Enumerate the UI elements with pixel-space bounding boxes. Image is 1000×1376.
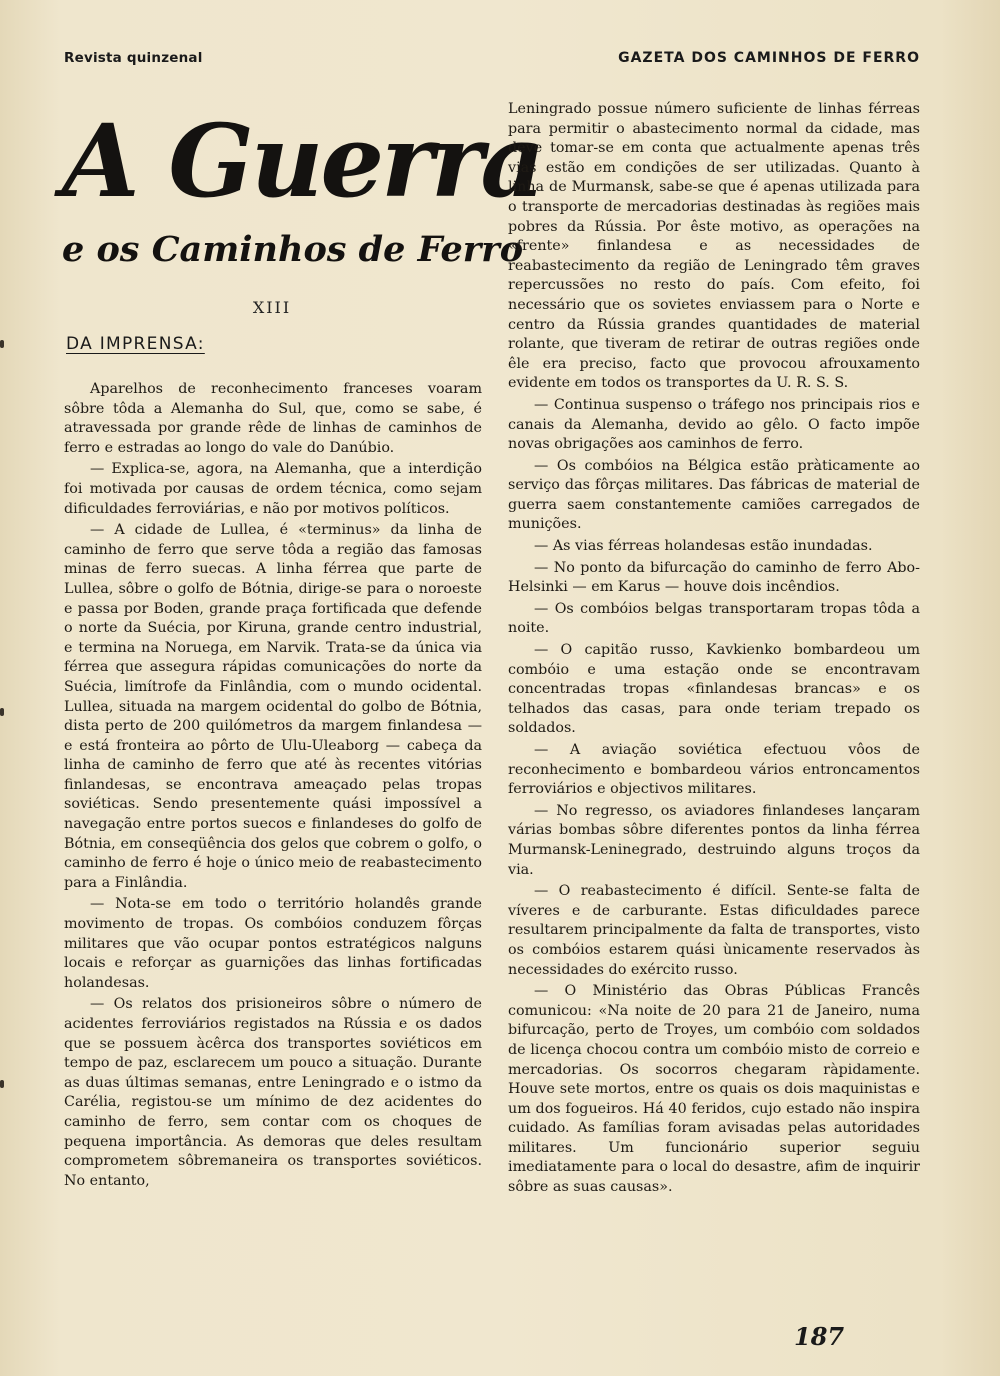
- paragraph: Leningrado possue número suficiente de linhas férreas para permitir o abastecimento normal da cidade, mas deve tomar-se em conta que actualmente apenas três vias estão em condições de ser utilizadas. Quanto à linha de Murmansk, sabe-se que é apenas utilizada para o transporte de mercadorias destinadas às regiões mais pobres da Rússia. Por êste motivo, as operações na «frente» finlandesa e as necessidades de reabastecimento da região de Leningrado têm graves repercussões no resto do país. Com efeito, foi necessário que os sovietes enviassem para o Norte e centro da Rússia grandes quantidades de material rolante, que tiveram de retirar de outras regiões onde êle era preciso, facto que provocou afrouxamento evidente em todos os transportes da U. R. S. S.: [508, 101, 920, 392]
- paragraph: — Os relatos dos prisioneiros sôbre o número de acidentes ferroviários registados na Rússia e os dados que se possuem àcêrca dos transportes soviéticos em tempo de paz, esclarecem um pouco a situação. Durante as duas últimas semanas, entre Leningrado e o istmo da Carélia, registou-se um mínimo de dez acidentes do caminho de ferro, sem contar com os choques de pequena importância. As demoras que deles resultam comprometem sôbremaneira os transportes soviéticos. No entanto,: [64, 996, 482, 1189]
- paragraph: — A cidade de Lullea, é «terminus» da linha de caminho de ferro que serve tôda a região das famosas minas de ferro suecas. A linha férrea que parte de Lullea, sôbre o golfo de Bótnia, dirige-se para o noroeste e passa por Boden, grande praça fortificada que defende o norte da Suécia, por Kiruna, grande centro industrial, e termina na Noruega, em Narvik. Trata-se da única via férrea que assegura rápidas comunicações do norte da Suécia, limítrofe da Finlândia, com o mundo ocidental. Lullea, situada na margem ocidental do golbo de Bótnia, dista perto de 200 quilómetros da margem finlandesa — e está fronteira ao pôrto de Ulu-Uleaborg — cabeça da linha de caminho de ferro que até às recentes vitórias finlandesas, se encontrava ameaçado pelas tropas soviéticas. Sendo presentemente quási impossível a navegação entre portos suecos e finlandeses do golfo de Bótnia, em conseqüência dos gelos que cobrem o golfo, o caminho de ferro é hoje o único meio de reabastecimento para a Finlândia.: [64, 522, 482, 891]
- right-column: [508, 100, 920, 1200]
- paragraph: — O Ministério das Obras Públicas Francês comunicou: «Na noite de 20 para 21 de Janeiro, numa bifurcação, perto de Troyes, um combóio com soldados de licença chocou contra um combóio misto de correio e mercadorias. Os socorros chegaram ràpidamente. Houve sete mortos, entre os quais os dois maquinistas e um dos fogueiros. Há 40 feridos, cujo estado não inspira cuidado. As famílias foram avisadas pelas autoridades militares. Um funcionário superior seguiu imediatamente para o local do desastre, afim de inquirir sôbre as suas causas».: [508, 983, 920, 1196]
- page-edge-mark: [0, 708, 4, 716]
- paragraph: — Os combóios belgas transportaram tropas tôda a noite.: [508, 600, 920, 637]
- paragraph: — O reabastecimento é difícil. Sente-se falta de víveres e de carburante. Estas dificuldades parece resultarem principalmente da falta de transportes, visto os combóios estarem quási ùnicamente reservados às necessidades do exército russo.: [508, 883, 920, 978]
- article-subtitle: e os Caminhos de Ferro: [62, 229, 524, 270]
- running-head-left: Revista quinzenal: [64, 50, 203, 66]
- page-edge-mark: [0, 340, 4, 348]
- left-column: [64, 380, 482, 1193]
- paragraph: — A aviação soviética efectuou vôos de reconhecimento e bombardeou vários entroncamentos ferroviários e objectivos militares.: [508, 742, 920, 798]
- paragraph: — No regresso, os aviadores finlandeses lançaram várias bombas sôbre diferentes pontos da linha férrea Murmansk-Leninegrado, destruindo alguns troços da via.: [508, 802, 920, 878]
- paragraph: — Continua suspenso o tráfego nos principais rios e canais da Alemanha, devido ao gêlo. O facto impõe novas obrigações aos caminhos de ferro.: [508, 396, 920, 453]
- page-edge-mark: [0, 1080, 4, 1088]
- paragraph: Aparelhos de reconhecimento franceses voaram sôbre tôda a Alemanha do Sul, que, como se sabe, é atravessada por grande rêde de linhas de caminhos de ferro e estradas ao longo do vale do Danúbio.: [64, 381, 482, 456]
- paragraph: — As vias férreas holandesas estão inundadas.: [534, 538, 873, 555]
- page-number: 187: [794, 1322, 845, 1351]
- paragraph: — Explica-se, agora, na Alemanha, que a interdição foi motivada por causas de ordem técnica, como sejam dificuldades ferroviárias, e não por motivos políticos.: [64, 461, 482, 517]
- section-number: XIII: [252, 298, 292, 317]
- paragraph: — No ponto da bifurcação do caminho de ferro Abo-Helsinki — em Karus — houve dois incêndios.: [508, 559, 920, 596]
- section-heading: DA IMPRENSA:: [66, 334, 205, 354]
- paragraph: — Nota-se em todo o território holandês grande movimento de tropas. Os combóios conduzem fôrças militares que vão ocupar pontos estratégicos nalguns locais e reforçar as guarnições das linhas fortificadas holandesas.: [64, 896, 482, 991]
- paragraph: — Os combóios na Bélgica estão pràticamente ao serviço das fôrças militares. Das fábricas de material de guerra saem constantemente camiões carregados de munições.: [508, 457, 920, 533]
- article-title: A Guerra: [62, 102, 543, 220]
- running-head-right: GAZETA DOS CAMINHOS DE FERRO: [618, 50, 920, 66]
- paragraph: — O capitão russo, Kavkienko bombardeou um combóio e uma estação onde se encontravam concentradas tropas «finlandesas brancas» e os telhados das casas, para onde teriam trepado os soldados.: [508, 642, 920, 737]
